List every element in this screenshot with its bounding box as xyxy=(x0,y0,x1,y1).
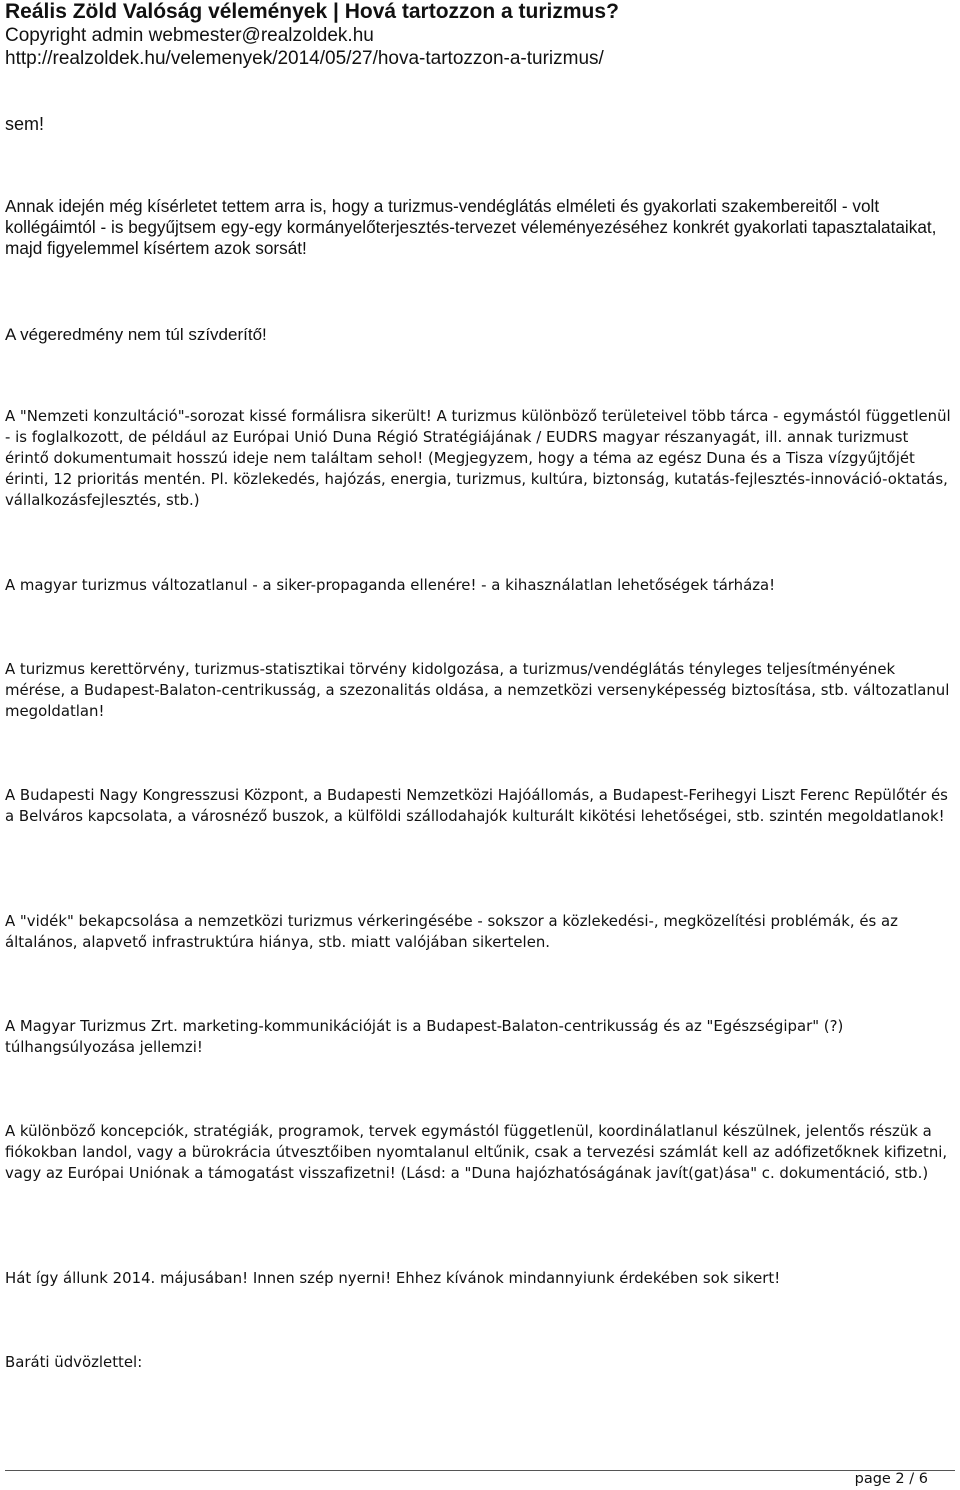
page-number: page 2 / 6 xyxy=(854,1471,928,1487)
text-fragment: sem! xyxy=(5,114,45,134)
paragraph-10: Hát így állunk 2014. májusában! Innen szép nyerni! Ehhez kívánok mindannyiunk érdekében sok sikert! xyxy=(5,1269,781,1287)
paragraph-6: A Budapesti Nagy Kongresszusi Központ, a Budapesti Nemzetközi Hajóállomás, a Budapest-Ferihegyi Liszt Ferenc Repülőtér és a Belváros kapcsolata, a városnéző buszok, a külföldi szállodahajók kulturált kikötési lehetőségei, stb. szintén megoldatlanok! xyxy=(5,786,948,825)
paragraph-11: Baráti üdvözlettel: xyxy=(5,1353,143,1371)
paragraph-5: A turizmus kerettörvény, turizmus-statisztikai törvény kidolgozása, a turizmus/vendéglátás tényleges teljesítményének mérése, a Budapest-Balaton-centrikusság, a szezonalitás oldása, a nemzetközi versenyképesség biztosítása, stb. változatlanul megoldatlan! xyxy=(5,660,950,720)
copyright-line: Copyright admin webmester@realzoldek.hu xyxy=(5,25,374,46)
paragraph-3: A "Nemzeti konzultáció"-sorozat kissé formálisra sikerült! A turizmus különböző területeivel több tárca - egymástól függetlenül - is foglalkozott, de például az Európai Unió Duna Régió Stratégiájának / EUDRS magyar részanyagát, ill. annak turizmust érintő dokumentumait hosszú ideje nem találtam sehol! (Megjegyzem, hogy a téma az egész Duna és a Tisza vízgyűjtőjét érinti, 12 prioritás mentén. Pl. közlekedés, hajózás, energia, turizmus, kultúra, biztonság, kutatás-fejlesztés-innováció-oktatás, vállalkozásfejlesztés, stb.) xyxy=(5,407,951,509)
paragraph-7: A "vidék" bekapcsolása a nemzetközi turizmus vérkeringésébe - sokszor a közlekedési-, megközelítési problémák, és az általános, alapvető infrastruktúra hiánya, stb. miatt valójában sikertelen. xyxy=(5,912,898,951)
footer-divider xyxy=(5,1470,955,1471)
paragraph-4: A magyar turizmus változatlanul - a siker-propaganda ellenére! - a kihasználatlan lehetőségek tárháza! xyxy=(5,576,776,594)
document-header xyxy=(5,0,619,70)
page-title: Reális Zöld Valóság vélemények | Hová tartozzon a turizmus? xyxy=(5,0,619,23)
paragraph-1: Annak idején még kísérletet tettem arra is, hogy a turizmus-vendéglátás elméleti és gyakorlati szakembereitől - volt kollégáimtól - is begyűjtsem egy-egy kormányelőterjesztés-tervezet véleményezéséhez konkrét gyakorlati tapasztalataikat, majd figyelemmel kísértem azok sorsát! xyxy=(5,196,937,258)
paragraph-9: A különböző koncepciók, stratégiák, programok, tervek egymástól függetlenül, koordinálatlanul készülnek, jelentős részük a fiókokban landol, vagy a bürokrácia útvesztőiben nyomtalanul eltűnik, csak a tervezési számlát kell az adófizetőknek kifizetni, vagy az Európai Uniónak a támogatást visszafizetni! (Lásd: a "Duna hajózhatóságának javít(gat)ása" c. dokumentáció, stb.) xyxy=(5,1122,948,1182)
paragraph-2: A végeredmény nem túl szívderítő! xyxy=(5,325,267,344)
source-url: http://realzoldek.hu/velemenyek/2014/05/27/hova-tartozzon-a-turizmus/ xyxy=(5,48,604,69)
paragraph-8: A Magyar Turizmus Zrt. marketing-kommunikációját is a Budapest-Balaton-centrikusság és az "Egészségipar" (?) túlhangsúlyozása jellemzi! xyxy=(5,1017,844,1056)
